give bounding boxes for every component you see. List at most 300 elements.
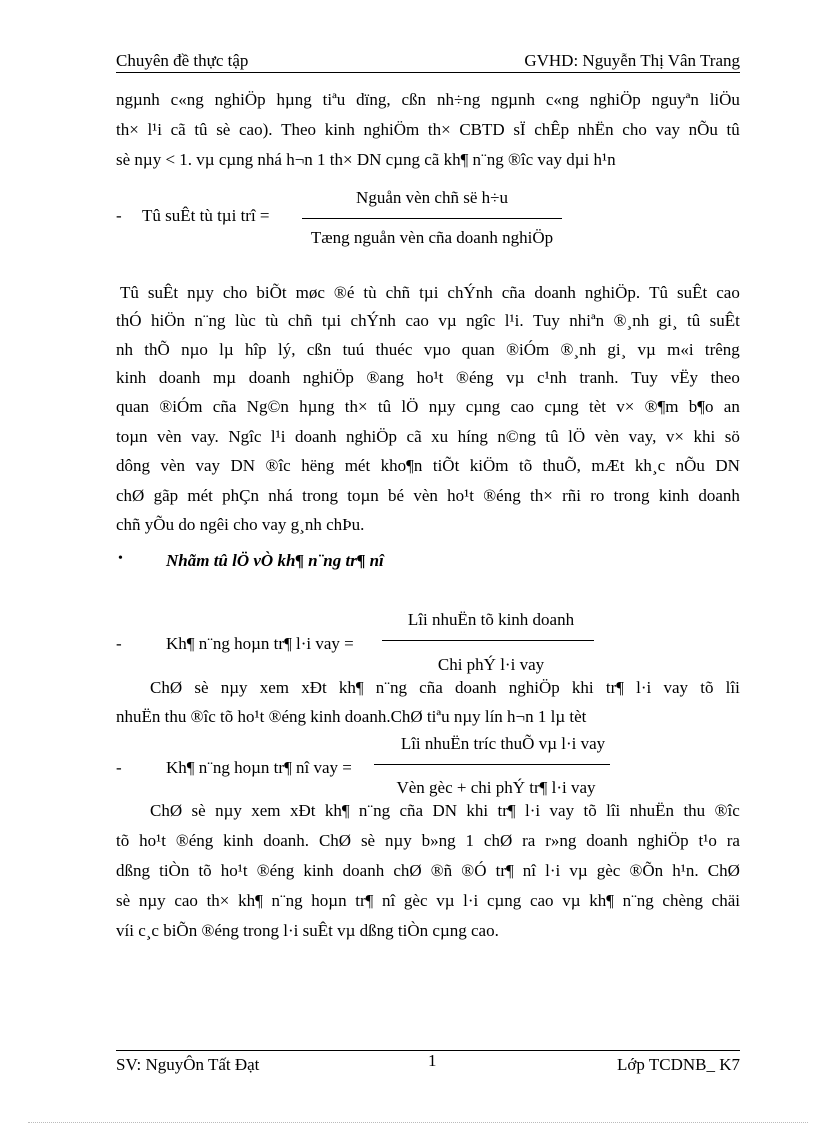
word: cã: [170, 120, 186, 139]
word: DN: [715, 456, 740, 475]
word: Theo: [281, 120, 317, 139]
word: chäi: [711, 891, 740, 910]
word: gi¸: [607, 340, 627, 359]
word: nµy: [220, 678, 248, 697]
word: toµn: [116, 427, 148, 446]
word: vay,: [628, 427, 657, 446]
word: l·i: [636, 678, 652, 697]
word: lîi: [606, 801, 621, 820]
word: ngµnh: [491, 90, 535, 109]
word: c¹nh: [537, 368, 567, 387]
word: xem: [251, 801, 281, 820]
word: lµ: [219, 340, 234, 359]
word: c«ng: [545, 90, 579, 109]
word: trêng: [704, 340, 740, 359]
formula-interest-coverage: [116, 610, 740, 680]
word: xÐt: [301, 678, 327, 697]
word: vèn: [413, 486, 438, 505]
word: tµi: [321, 311, 342, 330]
page-number: 1: [428, 1051, 437, 1070]
word: vay.: [191, 427, 219, 446]
word: nhuËn: [629, 801, 675, 820]
word: vµ: [436, 891, 455, 910]
word: gãp: [153, 486, 179, 505]
word: b¶o: [688, 397, 714, 416]
word: suÊt: [709, 311, 740, 330]
word: híng: [457, 427, 488, 446]
header-title: Chuyên đề thực tập: [116, 51, 249, 70]
word: th×: [427, 120, 451, 139]
header-supervisor: GVHD: Nguyễn Thị Vân Trang: [524, 51, 740, 70]
word: h¹n.: [672, 861, 699, 880]
word: cao: [716, 283, 740, 302]
word: nµy: [215, 801, 242, 820]
word: tiÒn: [159, 861, 190, 880]
word: nh: [116, 340, 133, 359]
word: lÖ: [568, 427, 586, 446]
bullet-icon: •: [118, 551, 123, 566]
text-line: [116, 484, 740, 508]
word: Tû: [649, 283, 669, 302]
word: víi c¸c biÕn ®éng trong l·i suÊt vµ dßng tiÒn cµng cao.: [116, 921, 499, 940]
word: ®îc: [265, 456, 291, 475]
word: hoµn: [311, 891, 347, 910]
word: Tû: [116, 283, 139, 302]
word: cµng: [465, 397, 501, 416]
word: lÖ: [401, 397, 419, 416]
word: cµng: [544, 397, 579, 416]
word: thÓ: [116, 311, 142, 330]
word: ho¹t: [447, 486, 474, 505]
word: l·i: [525, 801, 541, 820]
word: kinh: [116, 368, 147, 387]
word: Tuy: [631, 368, 658, 387]
text-line: [116, 889, 740, 913]
formula-dash: -: [116, 634, 122, 653]
word: doanh: [158, 368, 201, 387]
word: nghiÖp.: [584, 283, 641, 302]
word: tr¶: [495, 861, 514, 880]
word: nghiÖp: [589, 90, 641, 109]
word: ®ñ: [430, 861, 453, 880]
word: suÊt: [147, 283, 179, 302]
word: sè: [360, 831, 376, 850]
word: n©ng: [497, 427, 536, 446]
word: DN: [432, 801, 458, 820]
word: biÕt: [256, 283, 287, 302]
word: kh¶: [338, 678, 364, 697]
word: thuéc: [375, 340, 413, 359]
word: chØ: [116, 486, 145, 505]
word: th×: [530, 486, 553, 505]
formula-label: Kh¶ n¨ng hoµn tr¶ l·i vay =: [166, 634, 354, 653]
word: nghiÖp: [637, 831, 689, 850]
word: lîi: [725, 678, 740, 697]
formula-numerator: Lîi nhuËn tríc thuÕ vµ l·i vay: [400, 734, 606, 753]
word: nî: [382, 891, 396, 910]
word: ®é: [333, 283, 355, 302]
word: n¨ng: [375, 678, 407, 697]
word: v×: [665, 427, 684, 446]
formula-debt-coverage: [116, 734, 740, 804]
text-line: [116, 513, 364, 537]
word: vµ: [438, 311, 457, 330]
word: cña: [212, 397, 237, 416]
word: tiªu: [322, 90, 346, 109]
footer-class: Lớp TCDNB_ K7: [617, 1055, 740, 1074]
word: vay: [663, 678, 689, 697]
fraction-bar: [374, 764, 610, 765]
word: cña: [419, 678, 443, 697]
text-line: [116, 829, 740, 853]
word: gi¸: [658, 311, 678, 330]
word: ChØ: [707, 861, 740, 880]
word: tõ: [518, 456, 533, 475]
word: dßng: [116, 861, 150, 880]
word: hµng: [276, 90, 312, 109]
word: vËy: [670, 368, 698, 387]
word: sè: [191, 801, 206, 820]
word: hiÖn: [150, 311, 185, 330]
word: chÝnh: [447, 283, 493, 302]
word: vµ: [569, 861, 588, 880]
word: ®¸nh: [560, 340, 597, 359]
word: tµi: [419, 283, 439, 302]
word: kinh: [658, 486, 690, 505]
formula-dash: -: [116, 758, 122, 777]
word: n¨ng: [622, 891, 654, 910]
text-line: [116, 281, 740, 305]
word: mÆt: [591, 456, 625, 475]
word: xÐt: [289, 801, 316, 820]
word: cho: [622, 120, 647, 139]
word: vµ: [506, 368, 525, 387]
word: kinh: [303, 861, 334, 880]
word: gèc: [596, 861, 621, 880]
word: sÏ: [513, 120, 526, 139]
word: tranh.: [579, 368, 619, 387]
formula-numerator: Lîi nhuËn tõ kinh doanh: [407, 610, 575, 629]
word: nghiÖm: [363, 120, 420, 139]
word: toµn: [347, 486, 379, 505]
word: ®iÓm: [506, 340, 550, 359]
word: th×: [206, 891, 230, 910]
word: cßn: [306, 340, 332, 359]
word: kh¸c: [634, 456, 666, 475]
word: cao: [529, 891, 554, 910]
word: ra: [522, 831, 536, 850]
word: ®îc: [714, 801, 740, 820]
word: liÖu: [709, 90, 740, 109]
text-line: [116, 425, 740, 449]
word: Ngîc: [228, 427, 262, 446]
word: vµ: [637, 340, 656, 359]
word: kho¶n: [380, 456, 423, 475]
word: ®iÓm: [159, 397, 203, 416]
word: CBTD: [459, 120, 505, 139]
word: vèn: [160, 456, 186, 475]
word: tû: [377, 397, 392, 416]
word: tèt: [588, 397, 606, 416]
page-footer: [116, 1051, 740, 1076]
word: nguyªn: [651, 90, 699, 109]
word: l¹i: [147, 120, 162, 139]
word: kh¶: [324, 801, 350, 820]
word: ro: [590, 486, 605, 505]
word: sè: [216, 120, 231, 139]
word: cao: [510, 397, 535, 416]
word: l·i: [545, 861, 561, 880]
word: xu: [431, 427, 449, 446]
word: tiÕt: [432, 456, 460, 475]
word: nµy: [428, 397, 456, 416]
word: xem: [259, 678, 289, 697]
word: ®ang: [366, 368, 404, 387]
text-line: [116, 799, 740, 823]
word: Ng©n: [246, 397, 289, 416]
word: tû: [686, 311, 701, 330]
word: kinh: [324, 120, 355, 139]
word: vèn: [157, 427, 182, 446]
word: vay: [195, 456, 221, 475]
word: cao: [174, 891, 198, 910]
word: tõ: [116, 831, 130, 850]
word: tr¶: [605, 678, 624, 697]
word: lùc: [234, 311, 256, 330]
formula-dash: -: [116, 206, 122, 225]
word: tû: [726, 120, 740, 139]
formula-denominator: Tæng nguån vèn cña doanh nghiÖp: [310, 228, 554, 247]
word: c«ng: [170, 90, 204, 109]
word: t¹o: [698, 831, 717, 850]
word: mµ: [213, 368, 237, 387]
word: ChØ: [116, 801, 183, 820]
word: kiÖm: [469, 456, 509, 475]
word: tõ: [583, 801, 597, 820]
word: ®éng: [175, 831, 214, 850]
word: n¨ng: [358, 801, 391, 820]
word: tù: [363, 283, 377, 302]
word: mét: [187, 486, 213, 505]
word: sè nµy < 1. vµ cµng nhá h¬n 1 th× DN cµng cã kh¶ n¨ng ®îc vay dµi h¹n: [116, 150, 616, 169]
word: ngîc: [466, 311, 496, 330]
word: nhuËn thu ®îc tõ ho¹t ®éng kinh doanh.ChØ tiªu nµy lín h¬n 1 lµ tèt: [116, 707, 587, 726]
word: nµy: [384, 831, 412, 850]
formula-denominator: Chi phÝ l·i vay: [437, 655, 545, 674]
word: gèc: [403, 891, 428, 910]
word: nÕu: [675, 456, 705, 475]
word: rñi: [562, 486, 581, 505]
word: ®¶m: [644, 397, 679, 416]
formula-denominator: Vèn gèc + chi phÝ tr¶ l·i vay: [396, 778, 596, 797]
text-line: [116, 309, 740, 333]
word: tù: [265, 311, 279, 330]
word: m«i: [667, 340, 694, 359]
fraction-bar: [382, 640, 594, 641]
word: ChØ: [318, 831, 352, 850]
word: sè: [194, 678, 209, 697]
word: mét: [344, 456, 371, 475]
word: hîp: [244, 340, 267, 359]
text-line: [116, 88, 740, 112]
word: khi: [693, 427, 716, 446]
word: nghiÖp: [302, 368, 354, 387]
word: dông: [116, 456, 150, 475]
text-line: [116, 148, 616, 172]
word: vay: [655, 120, 681, 139]
word: sö: [724, 427, 740, 446]
word: tuú: [342, 340, 365, 359]
word: nhiªn: [569, 311, 605, 330]
word: l·i: [463, 891, 479, 910]
word: doanh: [586, 831, 628, 850]
word: cã: [406, 427, 422, 446]
word: kinh: [223, 831, 254, 850]
word: ®¸nh: [613, 311, 650, 330]
word: ®Ó: [461, 861, 487, 880]
word: chñ: [287, 311, 313, 330]
word: th×: [344, 397, 368, 416]
word: hµng: [299, 397, 335, 416]
word: chñ yÕu do ngêi cho vay g¸nh chÞu.: [116, 515, 365, 534]
word: n¨ng: [271, 891, 303, 910]
word: b»ng: [421, 831, 456, 850]
word: tû: [194, 120, 208, 139]
word: ®éng: [256, 861, 295, 880]
word: ho¹t: [416, 368, 444, 387]
formula-equity-ratio: [116, 188, 740, 258]
text-line: [116, 395, 740, 419]
word: v×: [616, 397, 635, 416]
word: nghiÖp: [346, 427, 398, 446]
word: ®éng: [456, 368, 494, 387]
word: kh¶: [589, 891, 614, 910]
word: vµo: [423, 340, 451, 359]
word: trong: [613, 486, 650, 505]
word: vµ: [562, 891, 581, 910]
word: nhá: [268, 486, 293, 505]
word: ngµnh: [116, 90, 160, 109]
word: tr¶: [355, 891, 374, 910]
word: ho¹t: [220, 861, 248, 880]
word: nµo: [181, 340, 208, 359]
text-line: [116, 454, 740, 478]
word: khi: [571, 678, 594, 697]
word: trong: [302, 486, 338, 505]
word: DN: [230, 456, 256, 475]
word: kh¶: [238, 891, 263, 910]
word: cao).: [238, 120, 273, 139]
fraction-bar: [302, 218, 562, 219]
word: ®éng: [483, 486, 521, 505]
word: dïng,: [356, 90, 391, 109]
word: ho¹t: [139, 831, 166, 850]
word: l¹i: [270, 427, 286, 446]
word: 1: [465, 831, 475, 850]
formula-numerator: Nguån vèn chñ së h÷u: [356, 188, 508, 207]
word: ra: [726, 831, 740, 850]
word: quan: [461, 340, 495, 359]
word: cµng: [486, 891, 522, 910]
word: doanh: [534, 283, 576, 302]
word: tõ: [700, 678, 714, 697]
word: doanh: [698, 486, 740, 505]
word: bé: [388, 486, 405, 505]
word: chñ: [385, 283, 411, 302]
word: nghiÖp: [508, 678, 560, 697]
text-line: [116, 919, 499, 943]
word: theo: [710, 368, 740, 387]
word: chÊp: [534, 120, 570, 139]
word: doanh: [248, 368, 291, 387]
word: chèng: [662, 891, 703, 910]
word: vay: [549, 801, 575, 820]
word: møc: [295, 283, 325, 302]
word: nµy: [138, 891, 166, 910]
word: tr¶: [497, 801, 516, 820]
word: vèn: [594, 427, 620, 446]
word: nhËn: [577, 120, 614, 139]
word: nh÷ng: [436, 90, 481, 109]
word: cña: [501, 283, 526, 302]
formula-label: Tû suÊt tù tµi trî =: [142, 206, 270, 225]
word: tõ: [198, 861, 212, 880]
word: cho: [222, 283, 248, 302]
text-line: [116, 859, 740, 883]
section-heading: Nhãm tû lÖ vÒ kh¶ n¨ng tr¶ nî: [166, 551, 384, 570]
word: cña: [399, 801, 424, 820]
word: r»ng: [545, 831, 577, 850]
word: nî: [522, 861, 537, 880]
word: doanh: [454, 678, 497, 697]
word: phÇn: [222, 486, 260, 505]
word: th×: [116, 120, 139, 139]
word: doanh: [342, 861, 385, 880]
word: lý,: [277, 340, 296, 359]
text-line: [116, 366, 740, 390]
word: chØ: [483, 831, 513, 850]
text-line: [116, 676, 740, 700]
word: nghiÖp: [214, 90, 266, 109]
word: l¹i.: [504, 311, 524, 330]
word: hëng: [301, 456, 335, 475]
word: chØ: [393, 861, 422, 880]
word: nµy: [187, 283, 214, 302]
word: thu: [683, 801, 706, 820]
word: Tuy: [533, 311, 560, 330]
word: tû: [545, 427, 559, 446]
word: suÊt: [677, 283, 708, 302]
word: doanh.: [263, 831, 310, 850]
word: an: [723, 397, 740, 416]
word: thÕ: [144, 340, 170, 359]
word: thuÕ,: [542, 456, 581, 475]
page-header: [116, 50, 740, 72]
word: cao: [405, 311, 429, 330]
word: khi: [466, 801, 489, 820]
text-line: [116, 705, 586, 729]
word: ®Õn: [629, 861, 664, 880]
word: doanh: [294, 427, 337, 446]
text-line: [116, 118, 740, 142]
section-bullet: [116, 551, 740, 575]
word: chÝnh: [350, 311, 396, 330]
header-divider: [116, 72, 740, 73]
word: quan: [116, 397, 150, 416]
text-line: [116, 338, 740, 362]
formula-label: Kh¶ n¨ng hoµn tr¶ nî vay =: [166, 758, 352, 777]
word: nÕu: [688, 120, 718, 139]
